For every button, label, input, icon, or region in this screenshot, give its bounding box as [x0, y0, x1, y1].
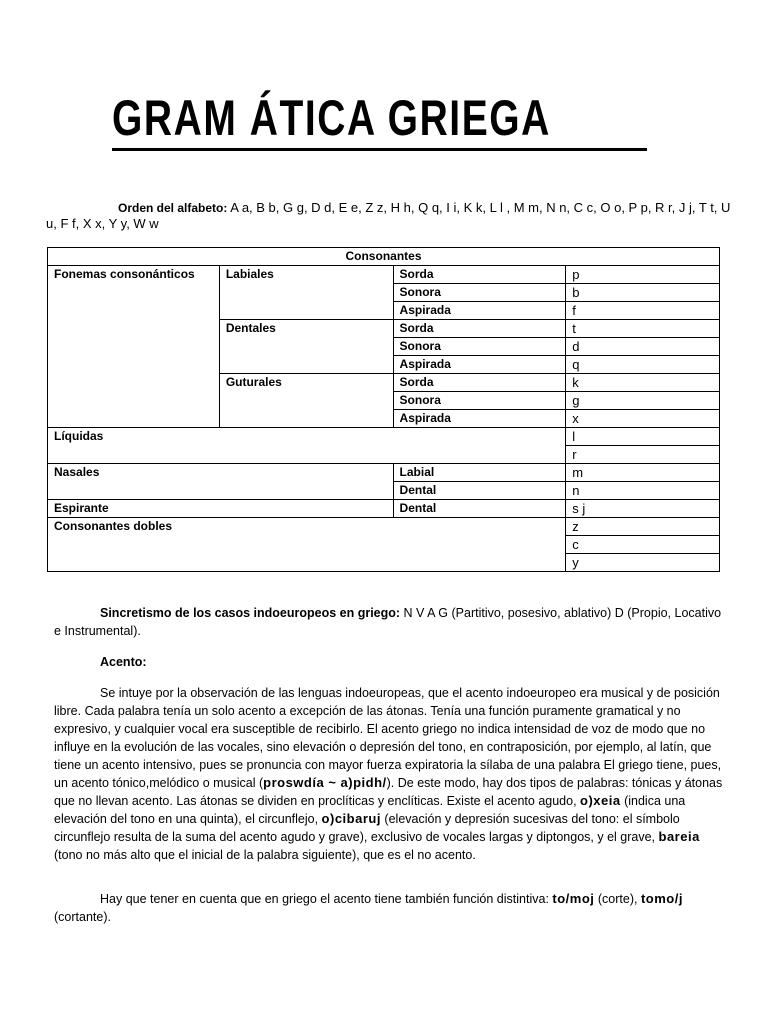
row-label-espirante: Espirante	[48, 500, 394, 518]
alphabet-order	[46, 200, 736, 232]
acento-paragraph-1	[54, 684, 730, 864]
row-label-nasales: Nasales	[48, 464, 394, 500]
acento-text: ). De este modo, hay dos tipos de palabras: tónicas y átonas que no llevan acento. Las átonas se dividen en proclíticas y enclíticas. Existe el acento agudo,	[54, 776, 723, 808]
cell-value: c	[566, 536, 720, 554]
cell-value: p	[566, 266, 720, 284]
cell-value: b	[566, 284, 720, 302]
cell-aspirada: Aspirada	[393, 410, 566, 428]
alphabet-label: Orden del alfabeto:	[118, 201, 228, 215]
group-guturales: Guturales	[219, 374, 393, 428]
cell-value: l	[566, 428, 720, 446]
cell-value: y	[566, 554, 720, 572]
cell-aspirada: Aspirada	[393, 356, 566, 374]
cell-value: g	[566, 392, 720, 410]
acento-text: Se intuye por la observación de las lenguas indoeuropeas, que el acento indoeuropeo era musical y de posición libre. Cada palabra tenía un solo acento a excepción de las átonas. Tenía una función puramente gramatical y no expresivo, y cualquier vocal era susceptible de recibirlo. El acento griego no indica intensidad de voz de modo que no influye en la evolución de las vocales, sino elevación o depresión del tono, en contraposición, por ejemplo, al latín, que tiene un acento intensivo, pues se pronuncia con mayor fuerza expiratoria la sílaba de una palabra El griego tiene, pues, un acento tónico,melódico o musical (	[54, 686, 722, 790]
cell-dental: Dental	[393, 500, 566, 518]
row-label-fonemas: Fonemas consonánticos	[48, 266, 220, 428]
sincretismo-label: Sincretismo de los casos indoeuropeos en griego:	[100, 606, 401, 620]
row-label-dobles: Consonantes dobles	[48, 518, 566, 572]
acento-text: (tono no más alto que el inicial de la palabra siguiente), que es el no acento.	[54, 848, 476, 862]
cell-value: x	[566, 410, 720, 428]
acento-text: (indica una elevación del tono en una quinta), el circunflejo,	[54, 794, 686, 826]
group-dentales: Dentales	[219, 320, 393, 374]
greek-term-tomoj-acute: tomo/j	[640, 891, 683, 906]
sincretismo-text: N V A G (Partitivo, posesivo, ablativo) D (Propio, Locativo e Instrumental).	[54, 606, 722, 638]
cell-aspirada: Aspirada	[393, 302, 566, 320]
group-labiales: Labiales	[219, 266, 393, 320]
cell-value: f	[566, 302, 720, 320]
acento-text: (elevación y depresión sucesivas del tono: el símbolo circunflejo resulta de la suma del acento agudo y grave), exclusivo de vocales largas y diptongos, y el grave,	[54, 812, 680, 844]
cell-sorda: Sorda	[393, 320, 566, 338]
acento-text: Hay que tener en cuenta que en griego el acento tiene también función distintiva:	[100, 892, 553, 906]
cell-value: k	[566, 374, 720, 392]
acento-paragraph-2	[54, 890, 730, 926]
acento-label: Acento:	[100, 655, 147, 669]
acento-text: (cortante).	[54, 910, 111, 924]
greek-term-proswdia: proswdía ~ a)pidh/	[263, 775, 387, 790]
greek-term-ocibaruj: o)cibaruj	[321, 811, 381, 826]
greek-term-tomoj: to/moj	[552, 891, 595, 906]
cell-sorda: Sorda	[393, 266, 566, 284]
cell-value: q	[566, 356, 720, 374]
cell-value: m	[566, 464, 720, 482]
greek-term-oxeia: o)xeia	[580, 793, 621, 808]
title-underline	[112, 148, 647, 151]
document-title: GRAM ÁTICA GRIEGA	[112, 90, 551, 146]
cell-value: s j	[566, 500, 720, 518]
cell-value: d	[566, 338, 720, 356]
acento-heading	[54, 653, 730, 671]
cell-value: r	[566, 446, 720, 464]
cell-sorda: Sorda	[393, 374, 566, 392]
cell-sonora: Sonora	[393, 392, 566, 410]
cell-value: t	[566, 320, 720, 338]
alphabet-letters: A a, B b, G g, D d, E e, Z z, H h, Q q, I i, K k, L l , M m, N n, C c, O o, P p, R r, J j, T t, U u, F f, X x, Y y, W w	[46, 200, 731, 231]
cell-value: z	[566, 518, 720, 536]
table-header: Consonantes	[48, 248, 720, 266]
cell-sonora: Sonora	[393, 284, 566, 302]
cell-sonora: Sonora	[393, 338, 566, 356]
consonants-table	[47, 247, 720, 572]
cell-dental: Dental	[393, 482, 566, 500]
cell-value: n	[566, 482, 720, 500]
greek-term-bareia: bareia	[658, 829, 700, 844]
row-label-liquidas: Líquidas	[48, 428, 566, 464]
acento-text: (corte),	[594, 892, 641, 906]
sincretismo-paragraph	[54, 604, 730, 640]
cell-labial: Labial	[393, 464, 566, 482]
